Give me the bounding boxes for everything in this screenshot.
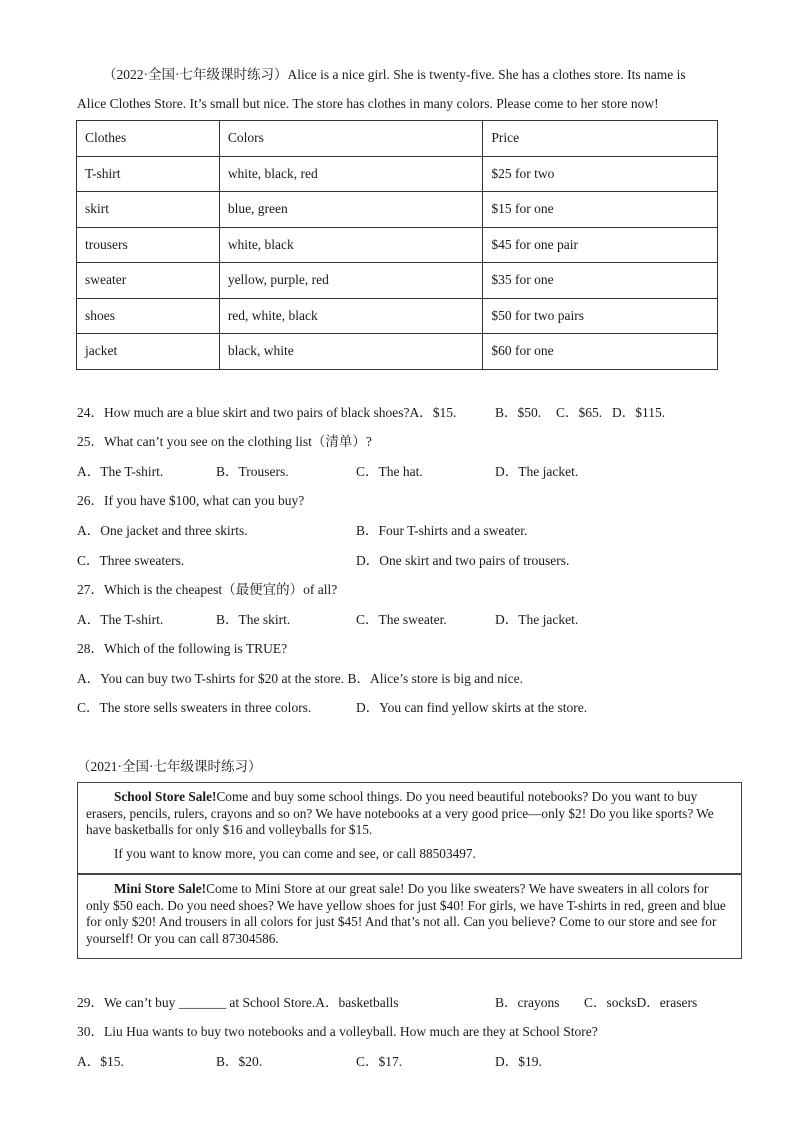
table-cell: skirt [77, 192, 220, 228]
option-c: C．$17. [356, 1054, 403, 1069]
option-a: A．$15. [77, 1054, 124, 1069]
question-29-stem: 29．We can’t buy _______ at School Store.A．basketballs [77, 995, 399, 1010]
table-cell: jacket [77, 334, 220, 370]
question-25-stem: 25．What can’t you see on the clothing list（清单）? [77, 434, 372, 449]
option-b: B．Trousers. [216, 464, 289, 479]
table-header-row [77, 121, 718, 157]
table-cell: $60 for one [483, 334, 718, 370]
table-cell: white, black [219, 227, 483, 263]
option-d: D．One skirt and two pairs of trousers. [356, 553, 570, 568]
option-b: B．Four T-shirts and a sweater. [356, 523, 528, 538]
option-b: B．crayons [495, 995, 560, 1010]
table-row [77, 298, 718, 334]
intro-line-1: （2022·全国·七年级课时练习）Alice is a nice girl. She is twenty-five. She has a clothes store. Its name is [103, 67, 686, 82]
option-a: A．The T-shirt. [77, 464, 164, 479]
question-26-stem: 26．If you have $100, what can you buy? [77, 493, 305, 508]
table-header: Colors [219, 121, 483, 157]
option-d: D．The jacket. [495, 464, 579, 479]
table-row [77, 334, 718, 370]
school-store-ad-title: School Store Sale! [114, 789, 217, 804]
school-store-ad-text [86, 789, 733, 839]
table-cell: $35 for one [483, 263, 718, 299]
table-row [77, 227, 718, 263]
option-c: C．$65. [556, 405, 603, 420]
option-d: D．You can find yellow skirts at the store. [356, 700, 588, 715]
table-cell: white, black, red [219, 156, 483, 192]
intro-line-2: Alice Clothes Store. It’s small but nice. The store has clothes in many colors. Please come to her store now! [77, 96, 659, 111]
table-cell: trousers [77, 227, 220, 263]
table-cell: T-shirt [77, 156, 220, 192]
option-c-d: C．socksD．erasers [584, 995, 698, 1010]
option-a: A．One jacket and three skirts. [77, 523, 248, 538]
option-b: B．$20. [216, 1054, 263, 1069]
table-row [77, 192, 718, 228]
mini-store-ad-text [86, 881, 733, 947]
option-d: D．$19. [495, 1054, 542, 1069]
question-30-stem: 30．Liu Hua wants to buy two notebooks and a volleyball. How much are they at School Store? [77, 1024, 598, 1039]
table-cell: $25 for two [483, 156, 718, 192]
table-row [77, 263, 718, 299]
source-label: （2021·全国·七年级课时练习） [77, 759, 262, 774]
option-d: D．The jacket. [495, 612, 579, 627]
table-cell: black, white [219, 334, 483, 370]
mini-store-ad-title: Mini Store Sale! [114, 881, 207, 896]
mini-store-ad [77, 873, 742, 959]
table-row [77, 156, 718, 192]
option-c: C．The store sells sweaters in three colors. [77, 700, 312, 715]
question-28-stem: 28．Which of the following is TRUE? [77, 641, 288, 656]
table-cell: $15 for one [483, 192, 718, 228]
table-cell: red, white, black [219, 298, 483, 334]
school-store-ad [77, 782, 742, 875]
option-a-b: A．You can buy two T-shirts for $20 at the store. B．Alice’s store is big and nice. [77, 671, 523, 686]
table-cell: blue, green [219, 192, 483, 228]
clothes-table [76, 120, 718, 370]
question-27-stem: 27．Which is the cheapest（最便宜的）of all? [77, 582, 338, 597]
option-a: A．The T-shirt. [77, 612, 164, 627]
option-c: C．The hat. [356, 464, 423, 479]
school-store-ad-body: Come and buy some school things. Do you need beautiful notebooks? Do you want to buy erasers, pencils, rulers, crayons and so on? We have notebooks at a very good price—only $2! Do you like sports? We have basketballs for only $16 and volleyballs for $15. [86, 789, 714, 837]
table-cell: shoes [77, 298, 220, 334]
option-c: C．The sweater. [356, 612, 447, 627]
table-header: Clothes [77, 121, 220, 157]
table-cell: sweater [77, 263, 220, 299]
option-c: C．Three sweaters. [77, 553, 185, 568]
mini-store-ad-body: Come to Mini Store at our great sale! Do you like sweaters? We have sweaters in all colors for only $50 each. Do you need shoes? We have yellow shoes for just $40! For girls, we have T-shirts in red, green and blue for only $20! And trousers in all colors for just $45! And that’s not all. Can you believe? Come to our store and see for yourself! Or you can call 87304586. [86, 881, 726, 946]
school-store-ad-more: If you want to know more, you can come and see, or call 88503497. [114, 846, 476, 861]
table-cell: $50 for two pairs [483, 298, 718, 334]
table-cell: $45 for one pair [483, 227, 718, 263]
option-b: B．$50. [495, 405, 542, 420]
table-cell: yellow, purple, red [219, 263, 483, 299]
option-d: D．$115. [612, 405, 666, 420]
option-b: B．The skirt. [216, 612, 291, 627]
table-header: Price [483, 121, 718, 157]
question-24-stem: 24．How much are a blue skirt and two pairs of black shoes?A．$15. [77, 405, 457, 420]
